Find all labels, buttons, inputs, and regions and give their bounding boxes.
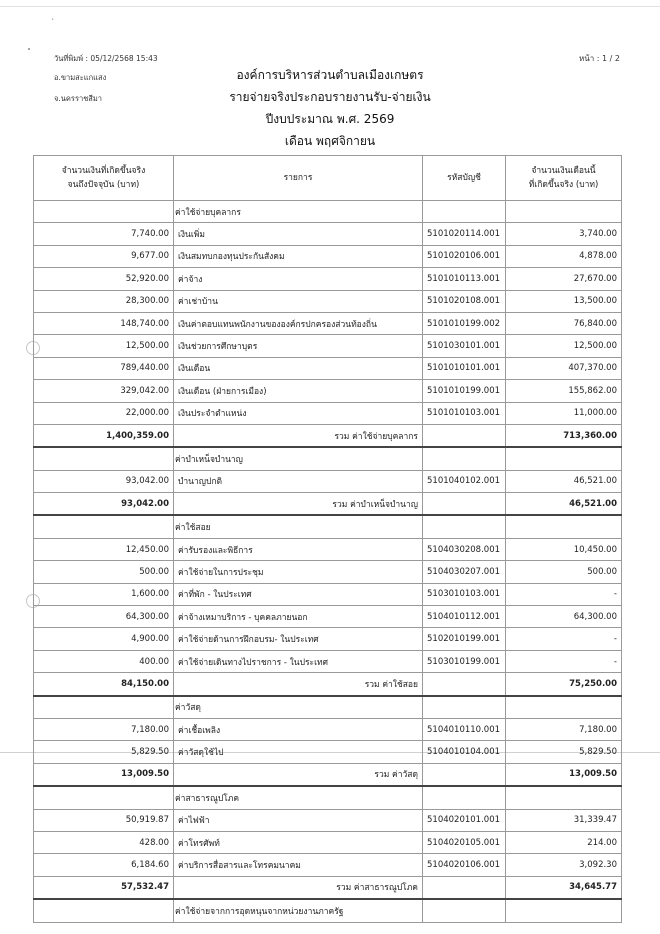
month-cell: - (506, 628, 622, 650)
ytd-cell: 1,400,359.00 (34, 424, 174, 447)
table-row (34, 606, 622, 628)
subtotal-row (34, 876, 622, 899)
item-cell: ค่าใช้จ่ายในการประชุม (174, 561, 423, 583)
table-row (34, 809, 622, 831)
account-code-cell: 5101020108.001 (423, 290, 506, 312)
account-code-cell: 5104010104.001 (423, 741, 506, 763)
ytd-cell (34, 899, 174, 922)
table-row (34, 831, 622, 853)
month-cell (506, 515, 622, 538)
account-code-cell (423, 424, 506, 447)
item-cell: ค่าบำเหน็จบำนาญ (174, 447, 423, 470)
category-row (34, 696, 622, 719)
month-cell (506, 786, 622, 809)
item-cell: เงินเพิ่ม (174, 223, 423, 245)
expense-table (33, 155, 622, 923)
ytd-cell: 12,450.00 (34, 538, 174, 560)
scan-dot (28, 48, 30, 50)
table-row (34, 357, 622, 379)
item-cell: บำนาญปกติ (174, 470, 423, 492)
subtotal-row (34, 673, 622, 696)
ytd-cell: 7,180.00 (34, 718, 174, 740)
table-row (34, 335, 622, 357)
ytd-cell: 6,184.60 (34, 854, 174, 876)
month-cell (506, 696, 622, 719)
table-row (34, 402, 622, 424)
month-cell: 500.00 (506, 561, 622, 583)
ytd-cell: 13,009.50 (34, 763, 174, 786)
item-cell: ค่าวัสดุ (174, 696, 423, 719)
account-code-cell: 5104020105.001 (423, 831, 506, 853)
subtotal-row (34, 493, 622, 516)
ytd-cell (34, 447, 174, 470)
month-cell: - (506, 583, 622, 605)
month-cell (506, 899, 622, 922)
ytd-cell: 148,740.00 (34, 312, 174, 334)
account-code-cell: 5104010110.001 (423, 718, 506, 740)
month-cell: 12,500.00 (506, 335, 622, 357)
ytd-cell: 329,042.00 (34, 380, 174, 402)
scan-top-edge (0, 6, 660, 7)
table-row (34, 268, 622, 290)
table-row (34, 854, 622, 876)
ytd-cell (34, 201, 174, 223)
month-cell: 13,500.00 (506, 290, 622, 312)
item-cell: ค่าที่พัก - ในประเทศ (174, 583, 423, 605)
month-cell: 5,829.50 (506, 741, 622, 763)
account-code-cell (423, 493, 506, 516)
month-cell: 46,521.00 (506, 493, 622, 516)
month-cell: 4,878.00 (506, 245, 622, 267)
account-code-cell (423, 201, 506, 223)
account-code-cell: 5101010113.001 (423, 268, 506, 290)
item-cell: รวม ค่าวัสดุ (174, 763, 423, 786)
table-row (34, 290, 622, 312)
item-cell: ค่าใช้จ่ายด้านการฝึกอบรม- ในประเทศ (174, 628, 423, 650)
table-row (34, 583, 622, 605)
table-row (34, 380, 622, 402)
item-cell: เงินเดือน (174, 357, 423, 379)
ytd-cell: 500.00 (34, 561, 174, 583)
account-code-cell: 5101010103.001 (423, 402, 506, 424)
table-row (34, 538, 622, 560)
account-code-cell (423, 515, 506, 538)
item-cell: ค่าใช้สอย (174, 515, 423, 538)
report-title (170, 64, 490, 152)
item-cell: เงินประจำตำแหน่ง (174, 402, 423, 424)
account-code-cell: 5104020101.001 (423, 809, 506, 831)
month-cell: 31,339.47 (506, 809, 622, 831)
ytd-cell: 28,300.00 (34, 290, 174, 312)
ytd-cell (34, 786, 174, 809)
category-row (34, 515, 622, 538)
month-cell: 407,370.00 (506, 357, 622, 379)
table-row (34, 628, 622, 650)
account-code-cell: 5101010199.001 (423, 380, 506, 402)
account-code-cell (423, 763, 506, 786)
month-cell: 3,740.00 (506, 223, 622, 245)
ytd-cell (34, 696, 174, 719)
account-code-cell: 5101040102.001 (423, 470, 506, 492)
category-row (34, 447, 622, 470)
account-code-cell (423, 696, 506, 719)
item-cell: รวม ค่าใช้สอย (174, 673, 423, 696)
ytd-cell (34, 515, 174, 538)
month-cell: - (506, 650, 622, 672)
ytd-cell: 57,532.47 (34, 876, 174, 899)
ytd-cell: 7,740.00 (34, 223, 174, 245)
table-row (34, 561, 622, 583)
account-code-cell: 5101010199.002 (423, 312, 506, 334)
col-header-code: รหัสบัญชี (423, 156, 506, 201)
account-code-cell: 5103010103.001 (423, 583, 506, 605)
account-code-cell: 5104030207.001 (423, 561, 506, 583)
report-name: รายจ่ายจริงประกอบรายงานรับ-จ่ายเงิน (229, 90, 431, 104)
month-cell (506, 447, 622, 470)
col-header-ytd: จำนวนเงินที่เกิดขึ้นจริง จนถึงปัจจุบัน (บาท) (34, 156, 174, 201)
org-name: องค์การบริหารส่วนตำบลเมืองเกษตร (236, 68, 424, 82)
month-cell: 3,092.30 (506, 854, 622, 876)
ytd-cell: 50,919.87 (34, 809, 174, 831)
ytd-cell: 789,440.00 (34, 357, 174, 379)
table-row (34, 741, 622, 763)
month-cell: 10,450.00 (506, 538, 622, 560)
account-code-cell (423, 447, 506, 470)
item-cell: ค่าไฟฟ้า (174, 809, 423, 831)
ytd-cell: 4,900.00 (34, 628, 174, 650)
ytd-cell: 428.00 (34, 831, 174, 853)
item-cell: เงินค่าตอบแทนพนักงานขององค์กรปกครองส่วนท้องถิ่น (174, 312, 423, 334)
item-cell: เงินช่วยการศึกษาบุตร (174, 335, 423, 357)
item-cell: ค่าจ้างเหมาบริการ - บุคคลภายนอก (174, 606, 423, 628)
item-cell: เงินสมทบกองทุนประกันสังคม (174, 245, 423, 267)
ytd-cell: 5,829.50 (34, 741, 174, 763)
table-row (34, 470, 622, 492)
month-cell (506, 201, 622, 223)
subtotal-row (34, 763, 622, 786)
month-cell: 713,360.00 (506, 424, 622, 447)
month-cell: 7,180.00 (506, 718, 622, 740)
account-code-cell (423, 899, 506, 922)
item-cell: ค่าใช้จ่ายจากการอุดหนุนจากหน่วยงานภาครัฐ (174, 899, 423, 922)
month-cell: 64,300.00 (506, 606, 622, 628)
district: อ.ขามสะแกแสง (54, 73, 107, 82)
category-row (34, 899, 622, 922)
month-cell: 13,009.50 (506, 763, 622, 786)
item-cell: เงินเดือน (ฝ่ายการเมือง) (174, 380, 423, 402)
account-code-cell: 5102010199.001 (423, 628, 506, 650)
table-row (34, 223, 622, 245)
month-cell: 27,670.00 (506, 268, 622, 290)
table-row (34, 312, 622, 334)
table-row (34, 718, 622, 740)
item-cell: ค่าโทรศัพท์ (174, 831, 423, 853)
print-date: วันที่พิมพ์ : 05/12/2568 15:43 (54, 54, 158, 63)
account-code-cell (423, 673, 506, 696)
item-cell: ค่ารับรองและพิธีการ (174, 538, 423, 560)
scan-mark: ` (51, 18, 55, 27)
month-cell: 76,840.00 (506, 312, 622, 334)
ytd-cell: 12,500.00 (34, 335, 174, 357)
ytd-cell: 22,000.00 (34, 402, 174, 424)
account-code-cell: 5101030101.001 (423, 335, 506, 357)
category-row (34, 201, 622, 223)
ytd-cell: 93,042.00 (34, 493, 174, 516)
table-row (34, 245, 622, 267)
account-code-cell: 5101010101.001 (423, 357, 506, 379)
month-cell: 11,000.00 (506, 402, 622, 424)
table-row (34, 650, 622, 672)
account-code-cell: 5101020106.001 (423, 245, 506, 267)
province: จ.นครราชสีมา (54, 94, 103, 103)
page-number: หน้า : 1 / 2 (579, 54, 620, 63)
item-cell: รวม ค่าสาธารณูปโภค (174, 876, 423, 899)
account-code-cell: 5104030208.001 (423, 538, 506, 560)
item-cell: ค่าเช่าบ้าน (174, 290, 423, 312)
subtotal-row (34, 424, 622, 447)
ytd-cell: 52,920.00 (34, 268, 174, 290)
item-cell: รวม ค่าบำเหน็จบำนาญ (174, 493, 423, 516)
ytd-cell: 64,300.00 (34, 606, 174, 628)
account-code-cell: 5104020106.001 (423, 854, 506, 876)
month-cell: 46,521.00 (506, 470, 622, 492)
fiscal-year: ปีงบประมาณ พ.ศ. 2569 (265, 112, 395, 126)
item-cell: ค่าใช้จ่ายบุคลากร (174, 201, 423, 223)
account-code-cell (423, 786, 506, 809)
ytd-cell: 1,600.00 (34, 583, 174, 605)
item-cell: รวม ค่าใช้จ่ายบุคลากร (174, 424, 423, 447)
ytd-cell: 400.00 (34, 650, 174, 672)
report-month: เดือน พฤศจิกายน (284, 134, 376, 148)
item-cell: ค่าเชื้อเพลิง (174, 718, 423, 740)
ytd-cell: 93,042.00 (34, 470, 174, 492)
ytd-cell: 84,150.00 (34, 673, 174, 696)
item-cell: ค่าใช้จ่ายเดินทางไปราชการ - ในประเทศ (174, 650, 423, 672)
item-cell: ค่าสาธารณูปโภค (174, 786, 423, 809)
col-header-item: รายการ (174, 156, 423, 201)
month-cell: 214.00 (506, 831, 622, 853)
month-cell: 155,862.00 (506, 380, 622, 402)
item-cell: ค่าบริการสื่อสารและโทรคมนาคม (174, 854, 423, 876)
item-cell: ค่าจ้าง (174, 268, 423, 290)
table-body (34, 201, 622, 923)
item-cell: ค่าวัสดุใช้ไป (174, 741, 423, 763)
category-row (34, 786, 622, 809)
account-code-cell: 5104010112.001 (423, 606, 506, 628)
account-code-cell (423, 876, 506, 899)
month-cell: 75,250.00 (506, 673, 622, 696)
col-header-month: จำนวนเงินเดือนนี้ ที่เกิดขึ้นจริง (บาท) (506, 156, 622, 201)
account-code-cell: 5103010199.001 (423, 650, 506, 672)
month-cell: 34,645.77 (506, 876, 622, 899)
table-header-row (34, 156, 622, 201)
ytd-cell: 9,677.00 (34, 245, 174, 267)
account-code-cell: 5101020114.001 (423, 223, 506, 245)
